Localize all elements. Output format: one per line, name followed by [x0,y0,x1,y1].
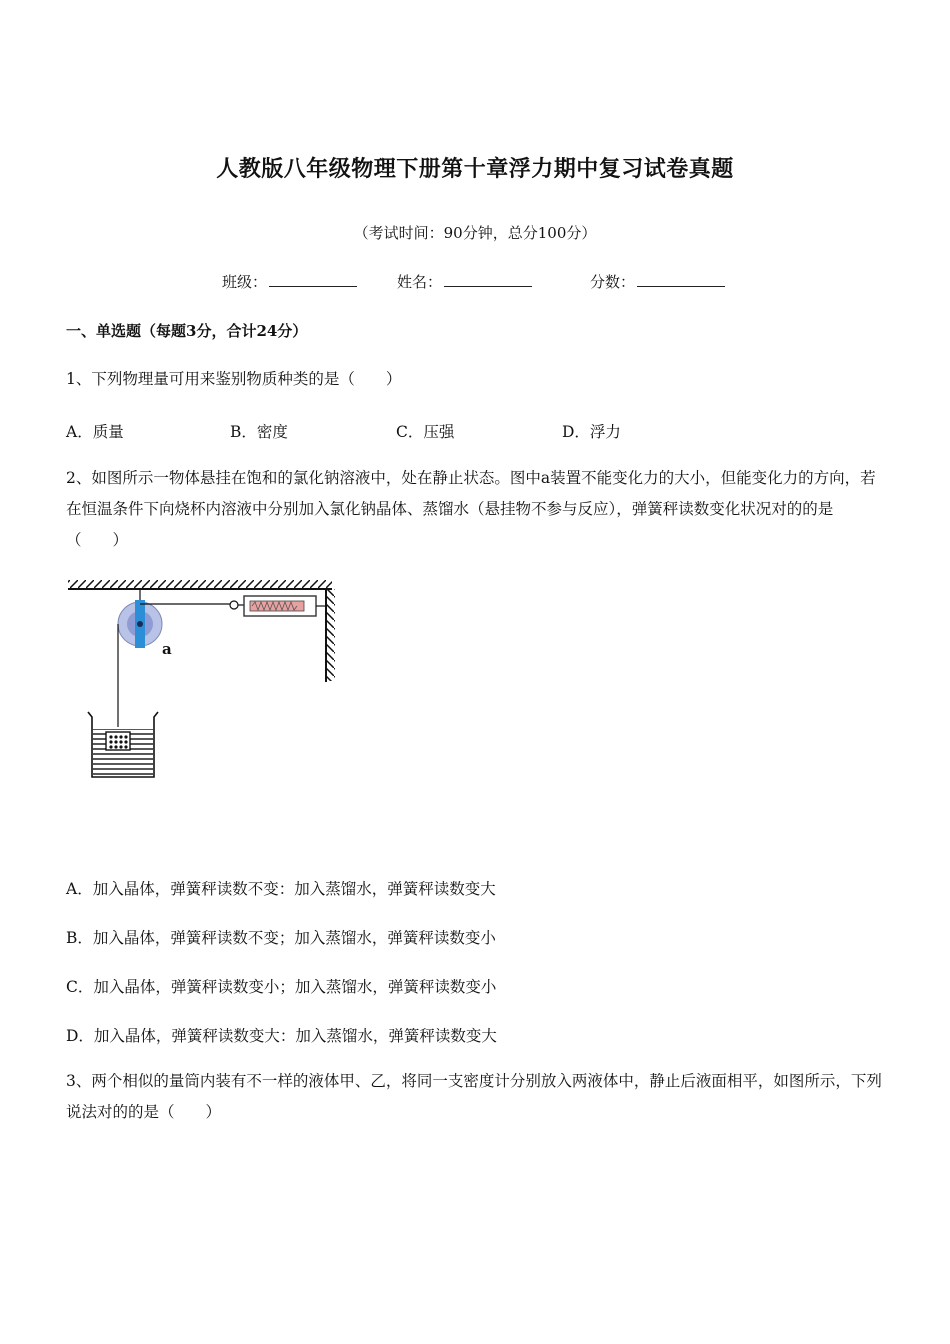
q1-option-c: C．压强 [396,423,455,441]
question-3-stem: 3、两个相似的量筒内装有不一样的液体甲、乙，将同一支密度计分别放入两液体中，静止后液面相平，如图所示，下列说法对的的是（ ） [66,1072,882,1121]
score-label: 分数： [590,273,636,291]
q1-option-a: A．质量 [66,423,124,441]
q2-option-c: C．加入晶体，弹簧秤读数变小；加入蒸馏水，弹簧秤读数变小 [66,978,497,996]
q1-option-b: B．密度 [230,423,288,441]
name-blank [444,272,532,287]
name-field [397,271,532,292]
q2-option-d: D．加入晶体，弹簧秤读数变大：加入蒸馏水，弹簧秤读数变大 [66,1027,497,1045]
exam-info: （考试时间：90分钟，总分100分） [353,224,597,242]
class-blank [269,272,357,287]
pulley-figure [62,572,347,791]
pulley-apparatus-diagram [62,572,347,787]
q2-option-a: A．加入晶体，弹簧秤读数不变：加入蒸馏水，弹簧秤读数变大 [66,880,496,898]
pulley-label: a [162,640,172,658]
score-field [590,271,725,292]
name-label: 姓名： [397,273,443,291]
class-label: 班级： [222,273,268,291]
score-blank [637,272,725,287]
q1-option-d: D．浮力 [562,423,621,441]
question-2-stem: 2、如图所示一物体悬挂在饱和的氯化钠溶液中，处在静止状态。图中a装置不能变化力的大小，但能变化力的方向，若在恒温条件下向烧杯内溶液中分别加入氯化钠晶体、蒸馏水（悬挂物不参与反应），弹簧秤读数变化状况对的的是（ ） [66,469,876,549]
class-field [222,271,357,292]
page-title: 人教版八年级物理下册第十章浮力期中复习试卷真题 [216,156,734,182]
question-1-stem: 1、下列物理量可用来鉴别物质种类的是（ ） [66,370,402,388]
section-heading: 一、单选题（每题3分，合计24分） [66,322,308,340]
q2-option-b: B．加入晶体，弹簧秤读数不变；加入蒸馏水，弹簧秤读数变小 [66,929,496,947]
